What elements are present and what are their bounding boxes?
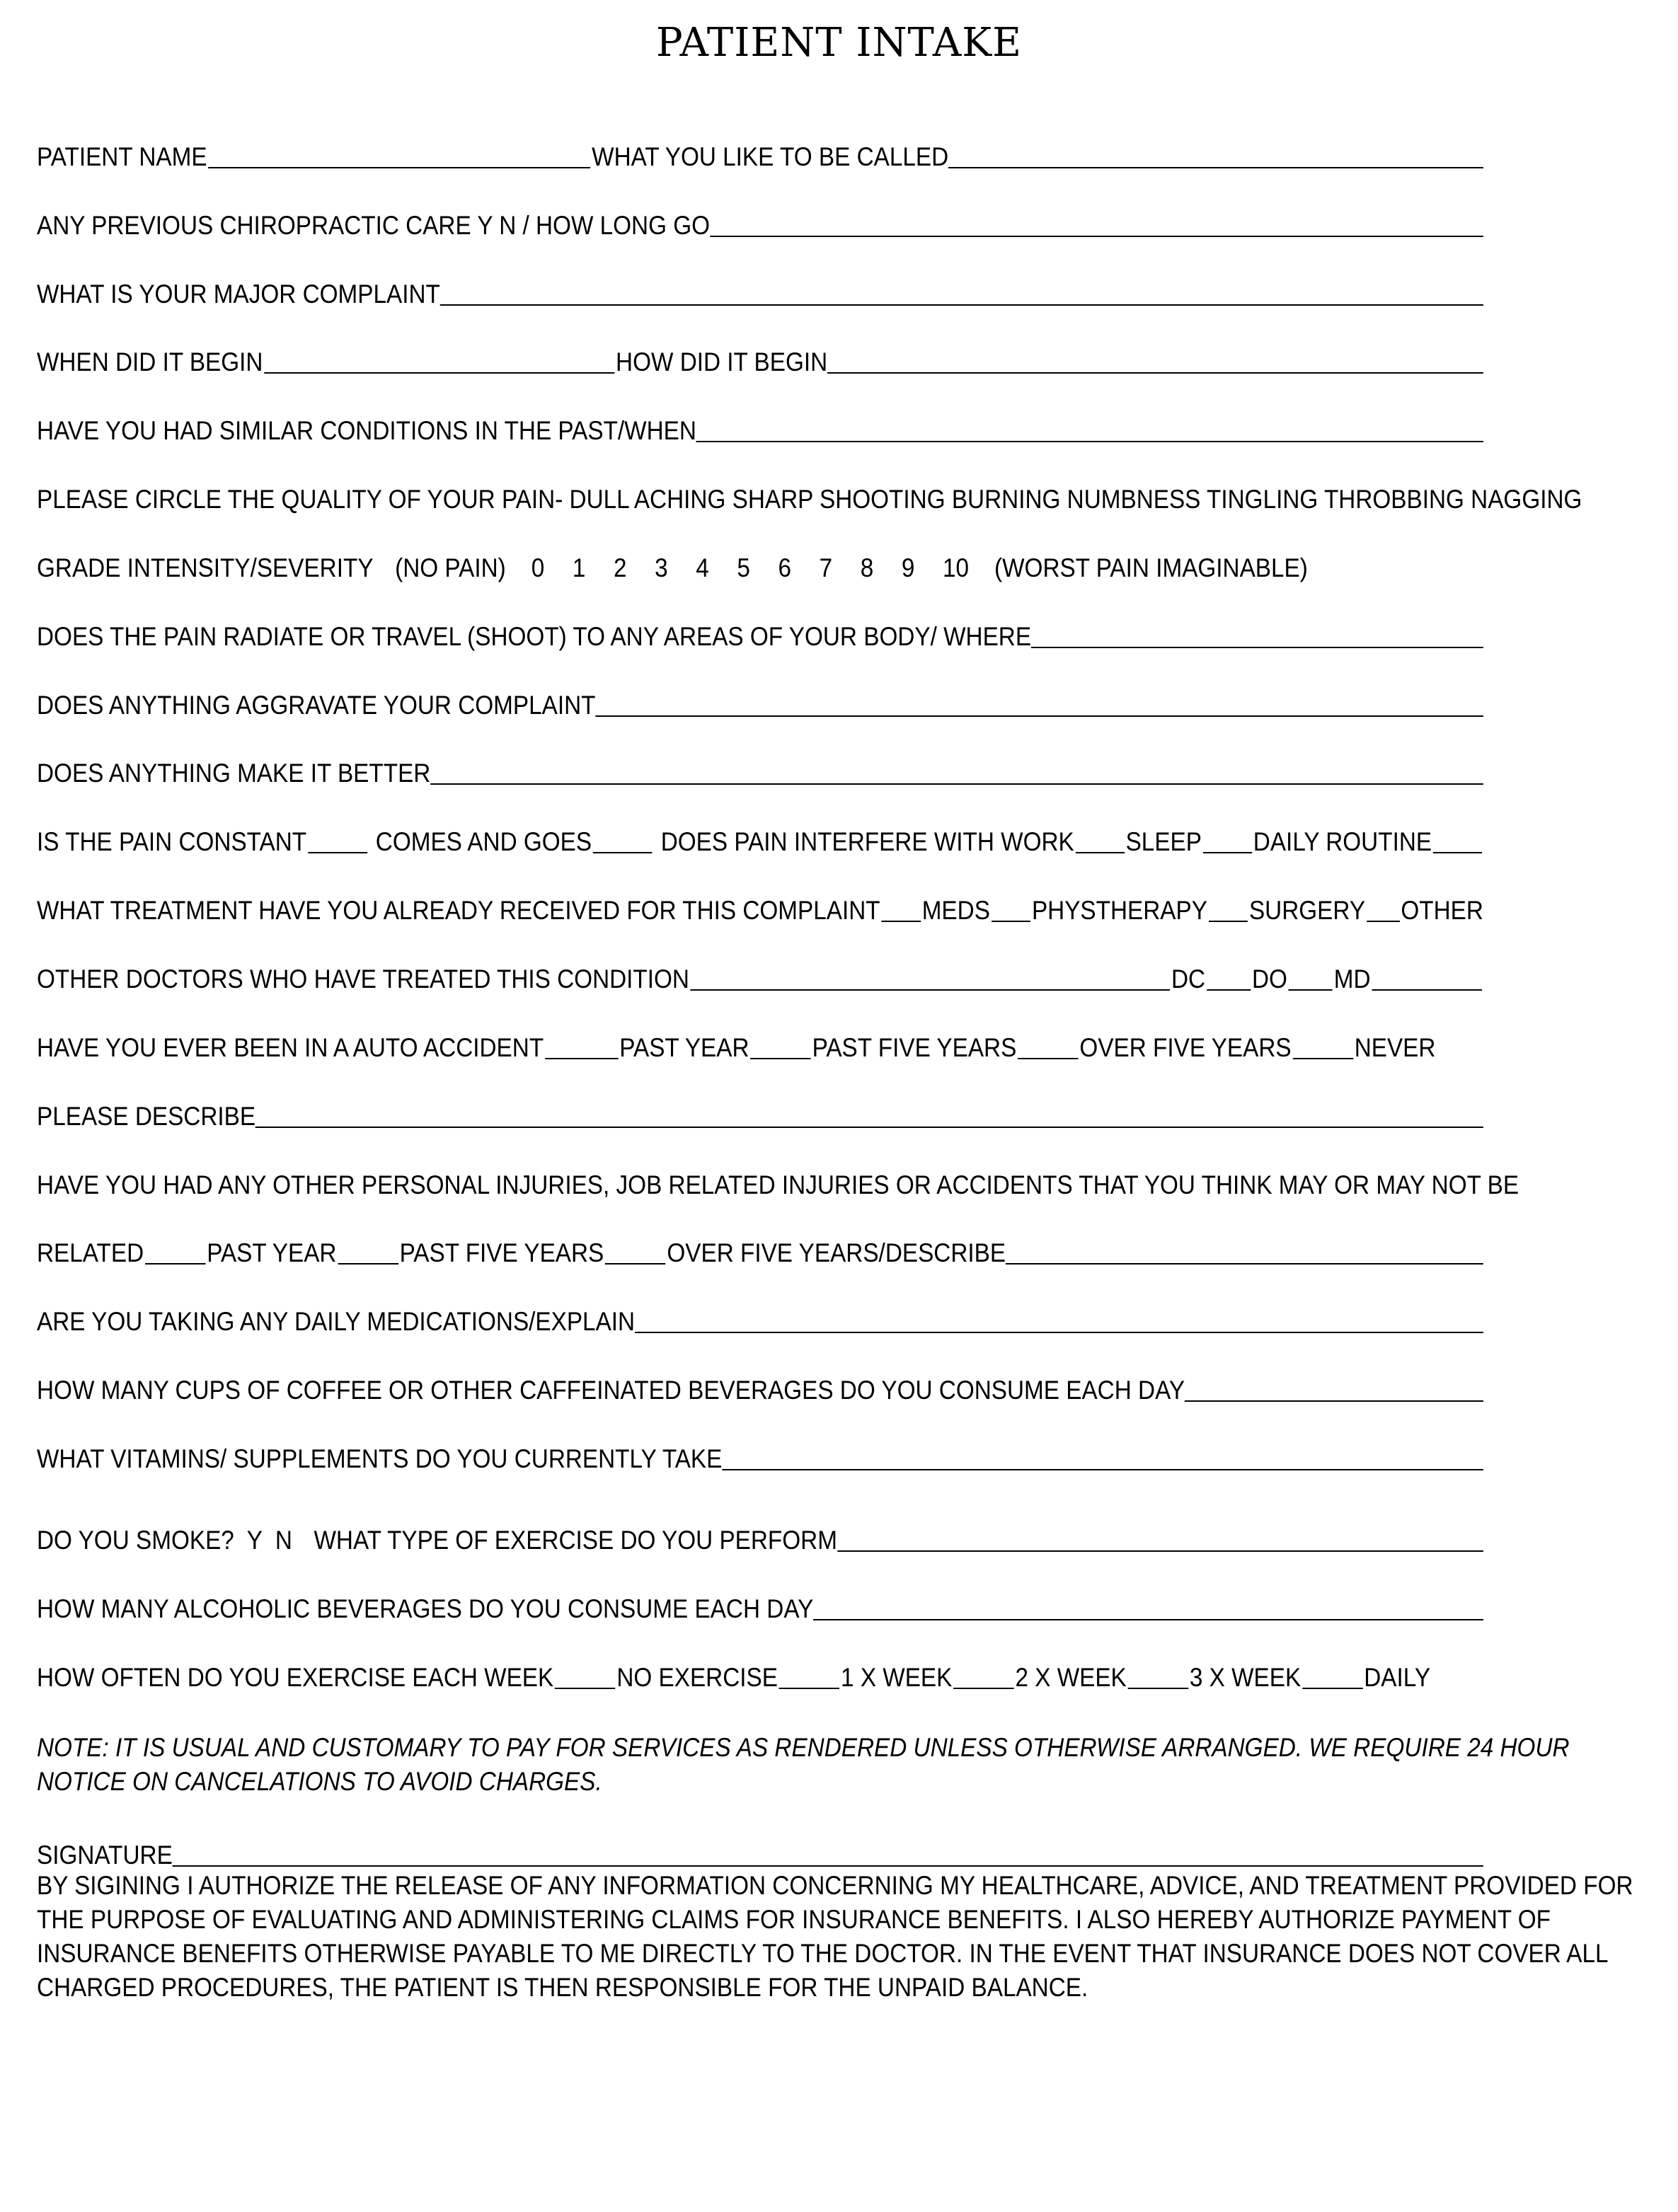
interfere-sleep-label: SLEEP xyxy=(1125,827,1202,856)
other-doctors-label: OTHER DOCTORS WHO HAVE TREATED THIS CONDITION xyxy=(37,964,689,993)
medications-label: ARE YOU TAKING ANY DAILY MEDICATIONS/EXPLAIN xyxy=(37,1307,636,1336)
vitamins-row xyxy=(37,1435,1483,1472)
pain-scale-value-3[interactable]: 3 xyxy=(655,553,668,582)
major-complaint-row xyxy=(37,270,1483,307)
describe-row xyxy=(37,1093,1483,1129)
when-began-label: WHEN DID IT BEGIN xyxy=(37,347,263,376)
pain-scale-value-6[interactable]: 6 xyxy=(778,553,792,582)
smoke-label: DO YOU SMOKE? Y N xyxy=(37,1526,292,1555)
medications-field[interactable] xyxy=(635,1332,1483,1333)
injuries-row xyxy=(37,1161,1519,1199)
md-field[interactable] xyxy=(1372,989,1482,991)
md-label: MD xyxy=(1333,964,1371,993)
interfere-work-label: DOES PAIN INTERFERE WITH WORK xyxy=(660,827,1074,856)
pain-scale-numbers xyxy=(531,555,969,581)
how-began-label: HOW DID IT BEGIN xyxy=(616,347,828,376)
pain-scale-label: GRADE INTENSITY/SEVERITY xyxy=(37,553,374,582)
auto-accident-label: HAVE YOU EVER BEEN IN A AUTO ACCIDENT xyxy=(37,1033,544,1062)
meds-field[interactable] xyxy=(992,920,1030,922)
pain-scale-high-label: (WORST PAIN IMAGINABLE) xyxy=(994,553,1308,582)
auto-accident-row xyxy=(37,1024,1483,1061)
three-week-field[interactable] xyxy=(1302,1687,1363,1689)
alcohol-row xyxy=(37,1585,1483,1622)
patient-name-label: PATIENT NAME xyxy=(37,142,207,171)
exercise-frequency-label: HOW OFTEN DO YOU EXERCISE EACH WEEK xyxy=(37,1663,554,1692)
previous-care-row xyxy=(37,202,1483,238)
similar-conditions-row xyxy=(37,407,1483,444)
patient-name-field[interactable] xyxy=(208,166,590,168)
pain-scale-value-5[interactable]: 5 xyxy=(737,553,750,582)
pain-scale-value-7[interactable]: 7 xyxy=(819,553,833,582)
interfere-routine-label: DAILY ROUTINE xyxy=(1253,827,1432,856)
previous-care-field[interactable] xyxy=(710,236,1483,237)
pain-quality-label: PLEASE CIRCLE THE QUALITY OF YOUR PAIN- DULL ACHING SHARP SHOOTING BURNING NUMBNESS TINGLING THROBBING NAGGING xyxy=(37,485,1582,514)
authorization-text: BY SIGINING I AUTHORIZE THE RELEASE OF ANY INFORMATION CONCERNING MY HEALTHCARE, ADVICE, AND TREATMENT PROVIDED FOR THE PURPOSE OF EVALUATING AND ADMINISTERING CLAIMS FOR INSURANCE BENEFITS. I ALSO HEREBY AUTHORIZE PAYMENT OF INSURANCE BENEFITS OTHERWISE PAYABLE TO ME DIRECTLY TO THE DOCTOR. IN THE EVENT THAT INSURANCE DOES NOT COVER ALL CHARGED PROCEDURES, THE PATIENT IS THEN RESPONSIBLE FOR THE UNPAID BALANCE. xyxy=(37,1871,1633,2002)
related-past-year-label: PAST YEAR xyxy=(207,1238,337,1267)
pain-scale-value-2[interactable]: 2 xyxy=(614,553,627,582)
similar-conditions-label: HAVE YOU HAD SIMILAR CONDITIONS IN THE PAST/WHEN xyxy=(37,416,696,445)
physical-therapy-field[interactable] xyxy=(1209,920,1248,922)
exercise-type-field[interactable] xyxy=(837,1550,1483,1552)
treatment-label: WHAT TREATMENT HAVE YOU ALREADY RECEIVED FOR THIS COMPLAINT xyxy=(37,896,880,925)
interfere-work-field[interactable] xyxy=(1076,851,1125,853)
better-field[interactable] xyxy=(430,783,1483,785)
auto-never-label: NEVER xyxy=(1354,1033,1436,1062)
treatment-field[interactable] xyxy=(881,920,920,922)
medications-row xyxy=(37,1298,1483,1335)
exercise-frequency-field[interactable] xyxy=(555,1687,616,1689)
pain-scale-low-label: (NO PAIN) xyxy=(395,553,506,582)
auto-accident-field[interactable] xyxy=(545,1057,619,1059)
auto-past-year-label: PAST YEAR xyxy=(619,1033,749,1062)
treatment-row xyxy=(37,887,1483,923)
major-complaint-label: WHAT IS YOUR MAJOR COMPLAINT xyxy=(37,280,440,309)
coffee-field[interactable] xyxy=(1185,1400,1483,1402)
comes-goes-field[interactable] xyxy=(593,851,653,853)
alcohol-field[interactable] xyxy=(813,1619,1483,1620)
pain-scale-value-4[interactable]: 4 xyxy=(696,553,709,582)
patient-name-row xyxy=(37,133,1483,170)
related-field[interactable] xyxy=(145,1262,206,1265)
pain-scale-value-10[interactable]: 10 xyxy=(942,553,970,582)
daily-label: DAILY xyxy=(1364,1663,1431,1692)
pain-scale-value-0[interactable]: 0 xyxy=(531,553,545,582)
radiate-label: DOES THE PAIN RADIATE OR TRAVEL (SHOOT) TO ANY AREAS OF YOUR BODY/ WHERE xyxy=(37,622,1032,651)
meds-label: MEDS xyxy=(921,896,990,925)
injuries-label: HAVE YOU HAD ANY OTHER PERSONAL INJURIES, JOB RELATED INJURIES OR ACCIDENTS THAT YOU THINK MAY OR MAY NOT BE xyxy=(37,1170,1519,1199)
vitamins-label: WHAT VITAMINS/ SUPPLEMENTS DO YOU CURRENTLY TAKE xyxy=(37,1444,723,1473)
interfere-routine-field[interactable] xyxy=(1433,851,1482,853)
related-past-year-field[interactable] xyxy=(338,1262,398,1265)
payment-note: NOTE: IT IS USUAL AND CUSTOMARY TO PAY FOR SERVICES AS RENDERED UNLESS OTHERWISE ARRANGED. WE REQUIRE 24 HOUR NOTICE ON CANCELATIONS TO AVOID CHARGES. xyxy=(37,1733,1570,1796)
signature-row xyxy=(37,1831,1483,1868)
previous-care-label: ANY PREVIOUS CHIROPRACTIC CARE Y N / HOW LONG GO xyxy=(37,211,711,240)
twice-week-label: 2 X WEEK xyxy=(1015,1663,1127,1692)
other-treatment-label: OTHER xyxy=(1401,896,1483,925)
preferred-name-label: WHAT YOU LIKE TO BE CALLED xyxy=(592,142,949,171)
onset-row xyxy=(37,338,1483,375)
comes-goes-label: COMES AND GOES xyxy=(375,827,592,856)
coffee-label: HOW MANY CUPS OF COFFEE OR OTHER CAFFEINATED BEVERAGES DO YOU CONSUME EACH DAY xyxy=(37,1376,1185,1405)
how-began-field[interactable] xyxy=(827,372,1483,374)
signature-label: SIGNATURE xyxy=(37,1841,173,1870)
no-exercise-label: NO EXERCISE xyxy=(616,1663,778,1692)
do-field[interactable] xyxy=(1289,989,1333,991)
related-row xyxy=(37,1229,1483,1266)
vitamins-field[interactable] xyxy=(722,1469,1483,1470)
aggravate-label: DOES ANYTHING AGGRAVATE YOUR COMPLAINT xyxy=(37,691,596,720)
other-doctors-row xyxy=(37,955,1483,992)
radiate-row xyxy=(37,613,1483,650)
when-began-field[interactable] xyxy=(264,371,614,374)
three-week-label: 3 X WEEK xyxy=(1189,1663,1301,1692)
exercise-type-label: WHAT TYPE OF EXERCISE DO YOU PERFORM xyxy=(314,1526,837,1555)
surgery-field[interactable] xyxy=(1367,920,1400,922)
dc-label: DC xyxy=(1171,964,1206,993)
constant-label: IS THE PAIN CONSTANT xyxy=(37,827,307,856)
smoke-exercise-row xyxy=(37,1516,1483,1553)
better-row xyxy=(37,749,1483,786)
related-five-years-label: PAST FIVE YEARS xyxy=(399,1238,604,1267)
similar-conditions-field[interactable] xyxy=(696,441,1483,442)
major-complaint-field[interactable] xyxy=(440,304,1483,306)
signature-field[interactable] xyxy=(173,1865,1483,1867)
pain-scale-value-1[interactable]: 1 xyxy=(572,553,586,582)
pain-quality-row xyxy=(37,476,1582,514)
once-week-label: 1 X WEEK xyxy=(841,1663,953,1692)
describe-field[interactable] xyxy=(255,1127,1483,1128)
constant-field[interactable] xyxy=(308,851,367,853)
better-label: DOES ANYTHING MAKE IT BETTER xyxy=(37,759,431,788)
pain-scale-row xyxy=(37,544,1483,581)
related-describe-label: OVER FIVE YEARS/DESCRIBE xyxy=(667,1238,1006,1267)
other-doctors-field[interactable] xyxy=(691,989,1170,991)
aggravate-row xyxy=(37,681,1483,718)
page-title: PATIENT INTAKE xyxy=(656,20,1022,66)
surgery-label: SURGERY xyxy=(1248,896,1366,925)
no-exercise-field[interactable] xyxy=(779,1687,840,1689)
auto-five-years-label: PAST FIVE YEARS xyxy=(812,1033,1017,1062)
alcohol-label: HOW MANY ALCOHOLIC BEVERAGES DO YOU CONSUME EACH DAY xyxy=(37,1594,814,1623)
radiate-field[interactable] xyxy=(1031,647,1483,648)
auto-five-years-field[interactable] xyxy=(1018,1057,1079,1059)
auto-over-five-label: OVER FIVE YEARS xyxy=(1079,1033,1292,1062)
related-five-years-field[interactable] xyxy=(605,1262,666,1265)
related-describe-field[interactable] xyxy=(1006,1263,1483,1265)
pain-scale-value-8[interactable]: 8 xyxy=(860,553,874,582)
pain-pattern-row xyxy=(37,818,1483,855)
coffee-row xyxy=(37,1366,1483,1403)
exercise-frequency-row xyxy=(37,1654,1483,1690)
preferred-name-field[interactable] xyxy=(948,167,1483,168)
twice-week-field[interactable] xyxy=(1128,1687,1189,1689)
do-label: DO xyxy=(1251,964,1287,993)
physical-therapy-label: PHYSTHERAPY xyxy=(1031,896,1207,925)
auto-past-year-field[interactable] xyxy=(750,1057,811,1059)
auto-over-five-field[interactable] xyxy=(1292,1057,1353,1059)
interfere-sleep-field[interactable] xyxy=(1203,851,1252,853)
once-week-field[interactable] xyxy=(953,1687,1014,1689)
pain-scale-value-9[interactable]: 9 xyxy=(901,553,915,582)
describe-label: PLEASE DESCRIBE xyxy=(37,1102,256,1131)
dc-field[interactable] xyxy=(1207,989,1251,991)
related-label: RELATED xyxy=(37,1238,144,1267)
aggravate-field[interactable] xyxy=(595,715,1483,717)
